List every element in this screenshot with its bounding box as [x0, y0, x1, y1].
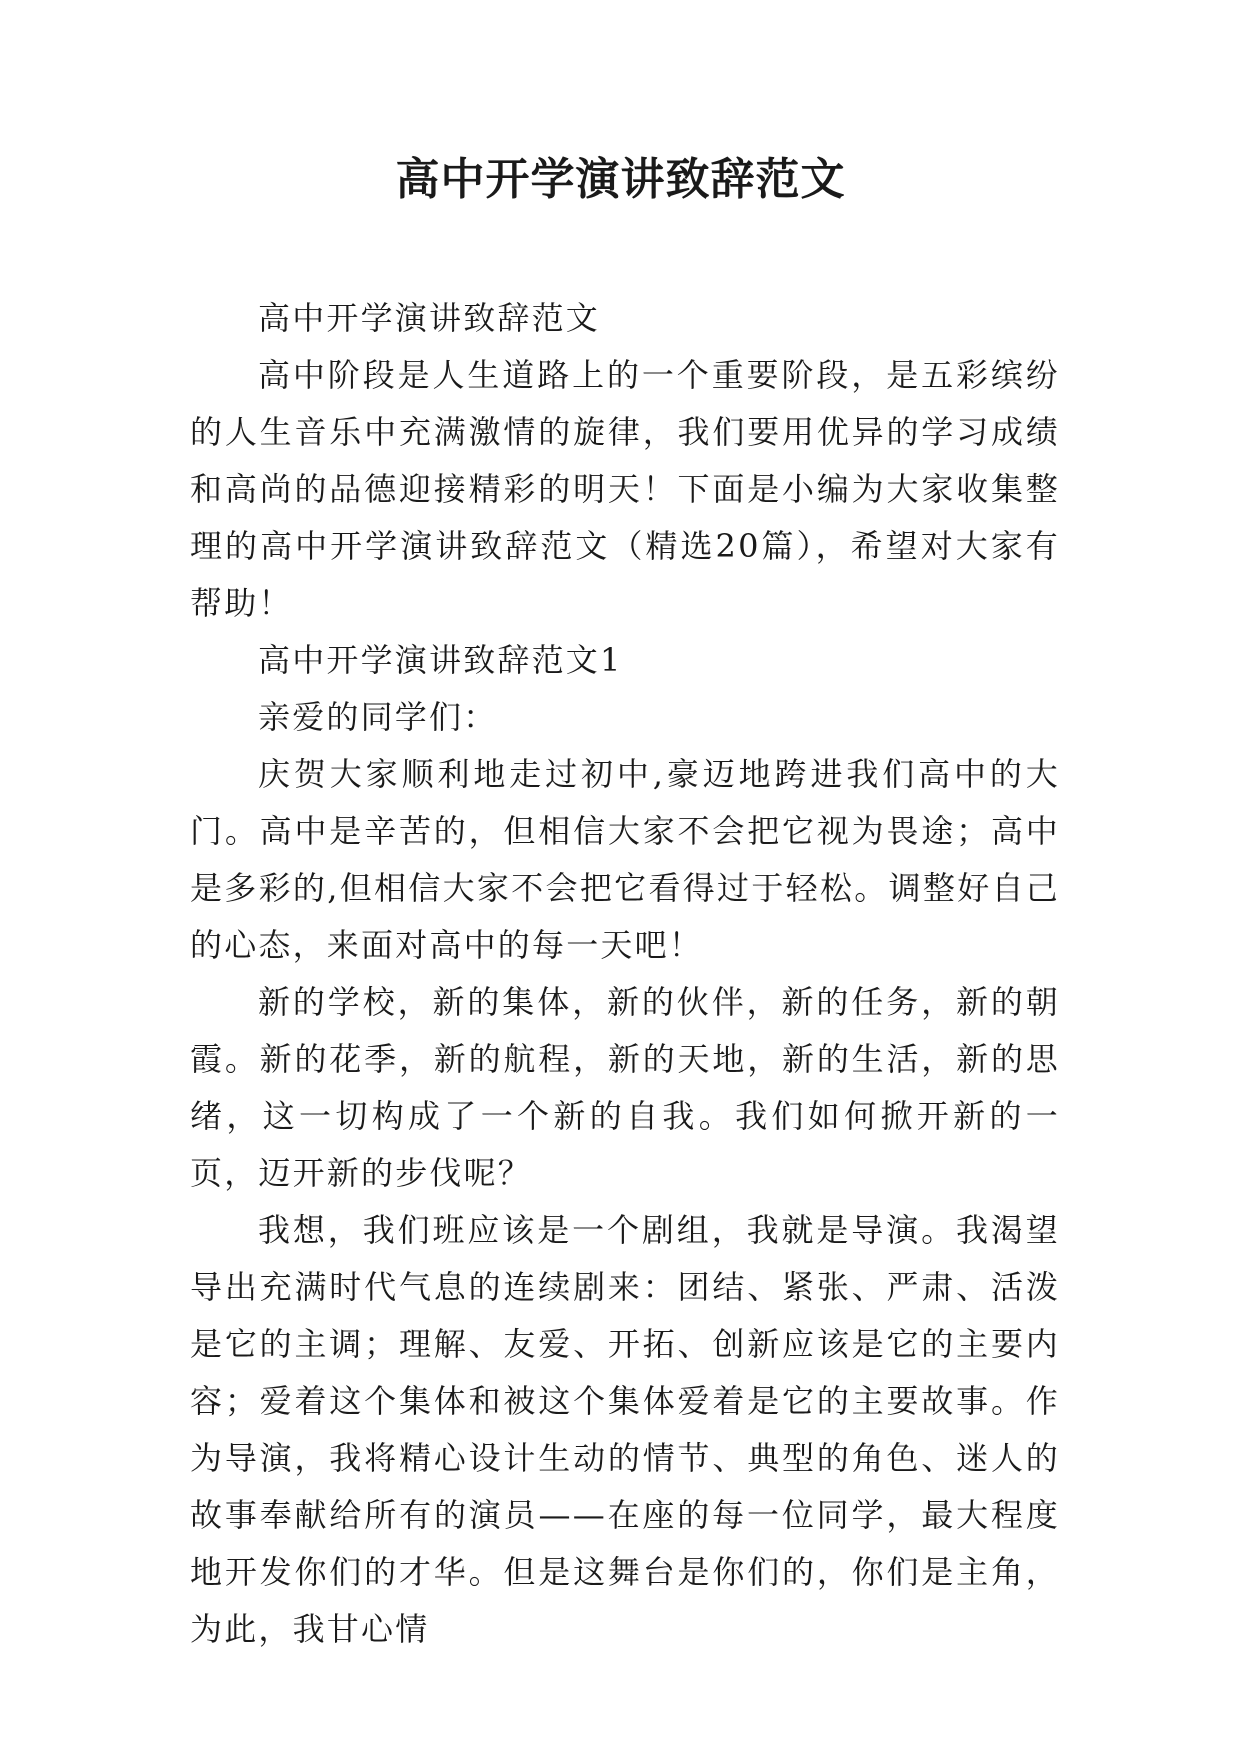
paragraph-body: 新的学校，新的集体，新的伙伴，新的任务，新的朝霞。新的花季，新的航程，新的天地，新的生活，新的思绪，这一切构成了一个新的自我。我们如何掀开新的一页，迈开新的步伐呢？ [190, 983, 1060, 1192]
paragraph-body: 庆贺大家顺利地走过初中,豪迈地跨进我们高中的大门。高中是辛苦的，但相信大家不会把它视为畏途；高中是多彩的,但相信大家不会把它看得过于轻松。调整好自己的心态，来面对高中的每一天吧！ [190, 755, 1060, 964]
paragraph-intro: 高中阶段是人生道路上的一个重要阶段，是五彩缤纷的人生音乐中充满激情的旋律，我们要用优异的学习成绩和高尚的品德迎接精彩的明天！下面是小编为大家收集整理的高中开学演讲致辞范文（精选20篇），希望对大家有帮助！ [190, 356, 1060, 622]
document-title: 高中开学演讲致辞范文 [395, 154, 846, 205]
paragraph-body: 我想，我们班应该是一个剧组，我就是导演。我渴望导出充满时代气息的连续剧来：团结、紧张、严肃、活泼是它的主调；理解、友爱、开拓、创新应该是它的主要内容；爱着这个集体和被这个集体爱着是它的主要故事。作为导演，我将精心设计生动的情节、典型的角色、迷人的故事奉献给所有的演员——在座的每一位同学，最大程度地开发你们的才华。但是这舞台是你们的，你们是主角，为此，我甘心情 [190, 1211, 1060, 1648]
paragraph-salutation: 亲爱的同学们： [258, 698, 498, 736]
paragraph-subtitle: 高中开学演讲致辞范文 [258, 299, 601, 337]
paragraph-section-heading: 高中开学演讲致辞范文1 [258, 641, 623, 679]
document-body [190, 290, 1060, 1658]
